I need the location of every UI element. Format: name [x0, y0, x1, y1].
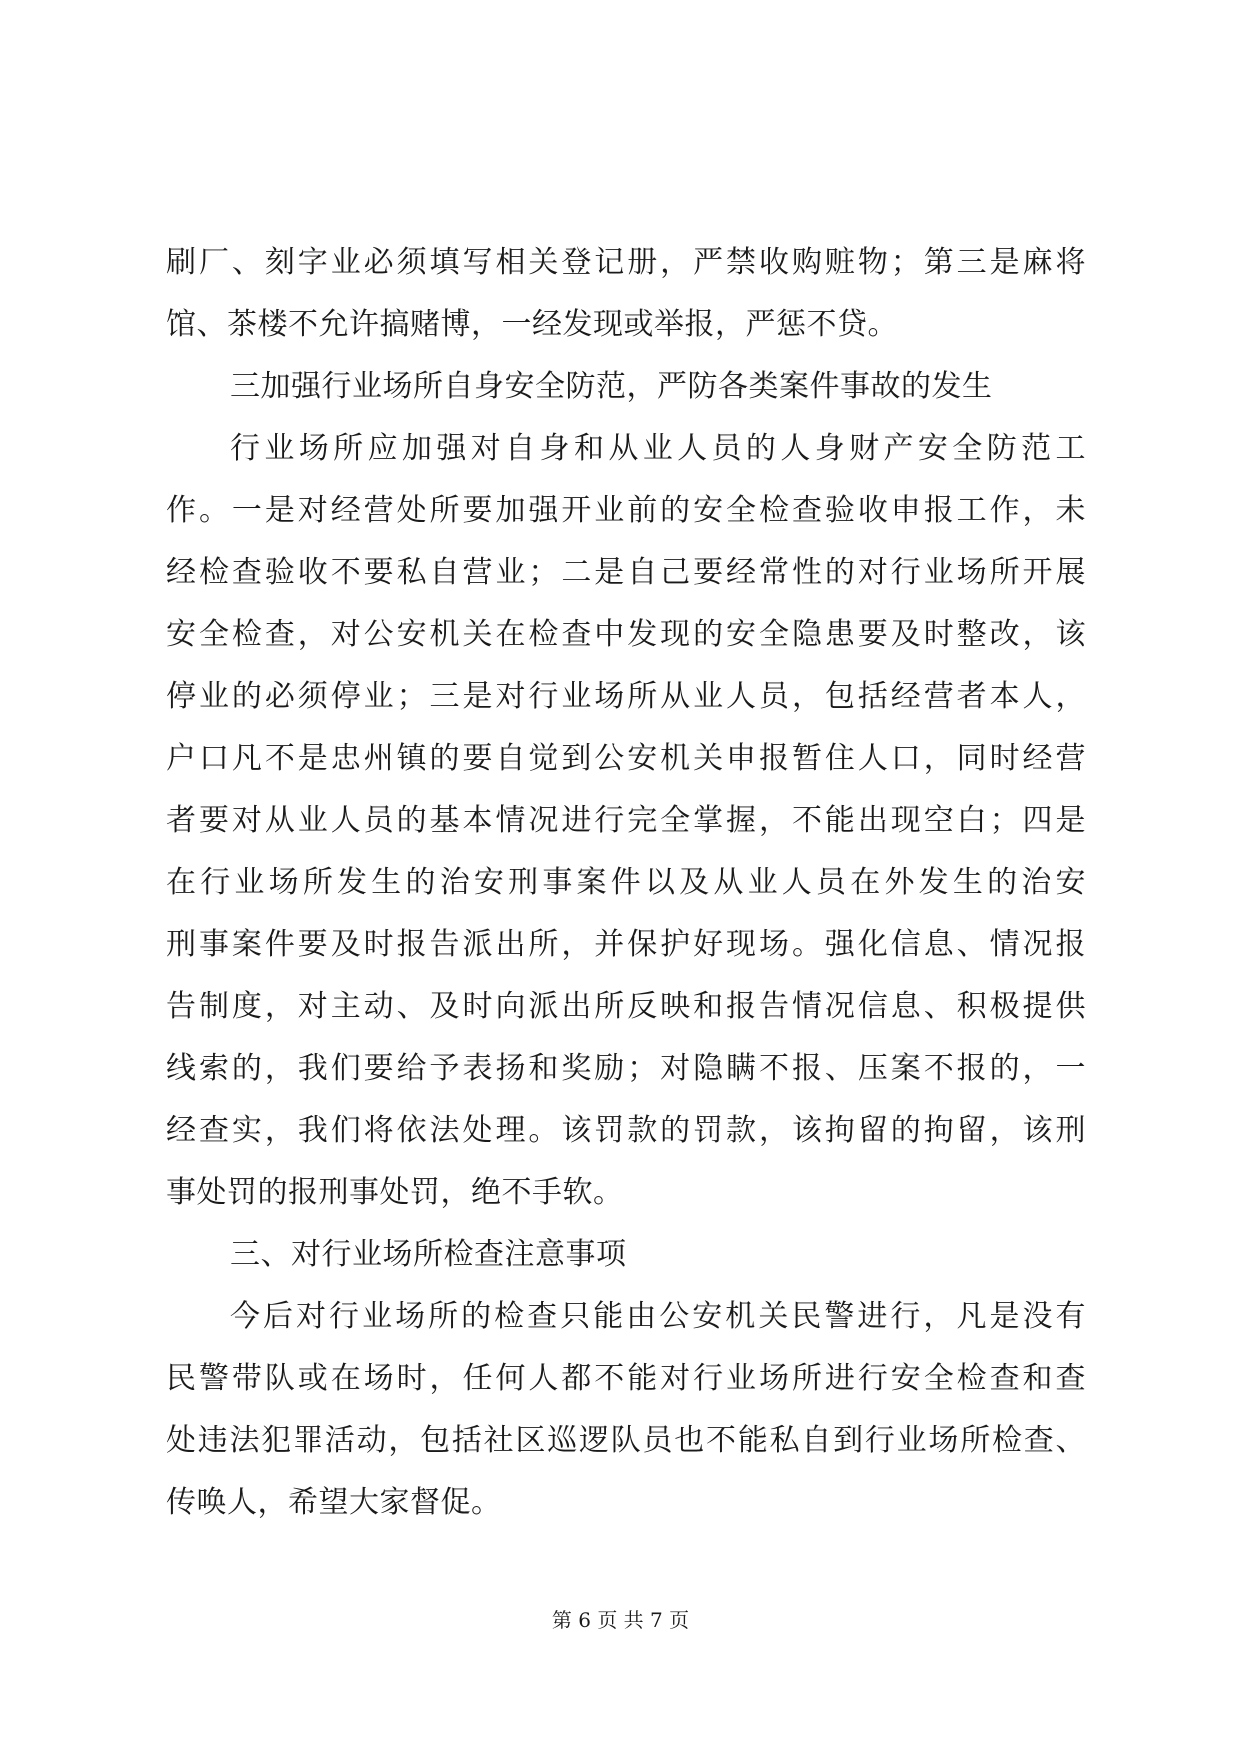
text-line: 户口凡不是忠州镇的要自觉到公安机关申报暂住人口，同时经营 — [166, 741, 1086, 776]
text-line: 线索的，我们要给予表扬和奖励；对隐瞒不报、压案不报的，一 — [166, 1051, 1086, 1086]
text-line: 事处罚的报刑事处罚，绝不手软。 — [166, 1175, 624, 1210]
text-line: 刑事案件要及时报告派出所，并保护好现场。强化信息、情况报 — [166, 927, 1086, 962]
section-heading: 三、对行业场所检查注意事项 — [230, 1237, 627, 1272]
text-line: 民警带队或在场时，任何人都不能对行业场所进行安全检查和查 — [166, 1361, 1086, 1396]
text-line: 安全检查，对公安机关在检查中发现的安全隐患要及时整改，该 — [166, 617, 1086, 652]
text-line: 者要对从业人员的基本情况进行完全掌握，不能出现空白；四是 — [166, 803, 1086, 838]
text-line: 告制度，对主动、及时向派出所反映和报告情况信息、积极提供 — [166, 989, 1086, 1024]
text-line: 在行业场所发生的治安刑事案件以及从业人员在外发生的治安 — [166, 865, 1086, 900]
text-line: 传唤人，希望大家督促。 — [166, 1485, 502, 1520]
body-text — [166, 232, 1086, 1534]
text-line: 经检查验收不要私自营业；二是自己要经常性的对行业场所开展 — [166, 555, 1086, 590]
section-heading: 三加强行业场所自身安全防范，严防各类案件事故的发生 — [230, 369, 993, 404]
text-line: 作。一是对经营处所要加强开业前的安全检查验收申报工作，未 — [166, 493, 1086, 528]
text-line: 停业的必须停业；三是对行业场所从业人员，包括经营者本人， — [166, 679, 1086, 714]
text-line: 处违法犯罪活动，包括社区巡逻队员也不能私自到行业场所检查、 — [166, 1423, 1086, 1458]
text-line: 经查实，我们将依法处理。该罚款的罚款，该拘留的拘留，该刑 — [166, 1113, 1086, 1148]
text-line: 馆、茶楼不允许搞赌博，一经发现或举报，严惩不贷。 — [166, 307, 898, 342]
text-line: 刷厂、刻字业必须填写相关登记册，严禁收购赃物；第三是麻将 — [166, 245, 1086, 280]
page-number-footer: 第 6 页 共 7 页 — [551, 1608, 690, 1632]
text-line: 今后对行业场所的检查只能由公安机关民警进行，凡是没有 — [230, 1299, 1086, 1334]
text-line: 行业场所应加强对自身和从业人员的人身财产安全防范工 — [230, 431, 1086, 466]
